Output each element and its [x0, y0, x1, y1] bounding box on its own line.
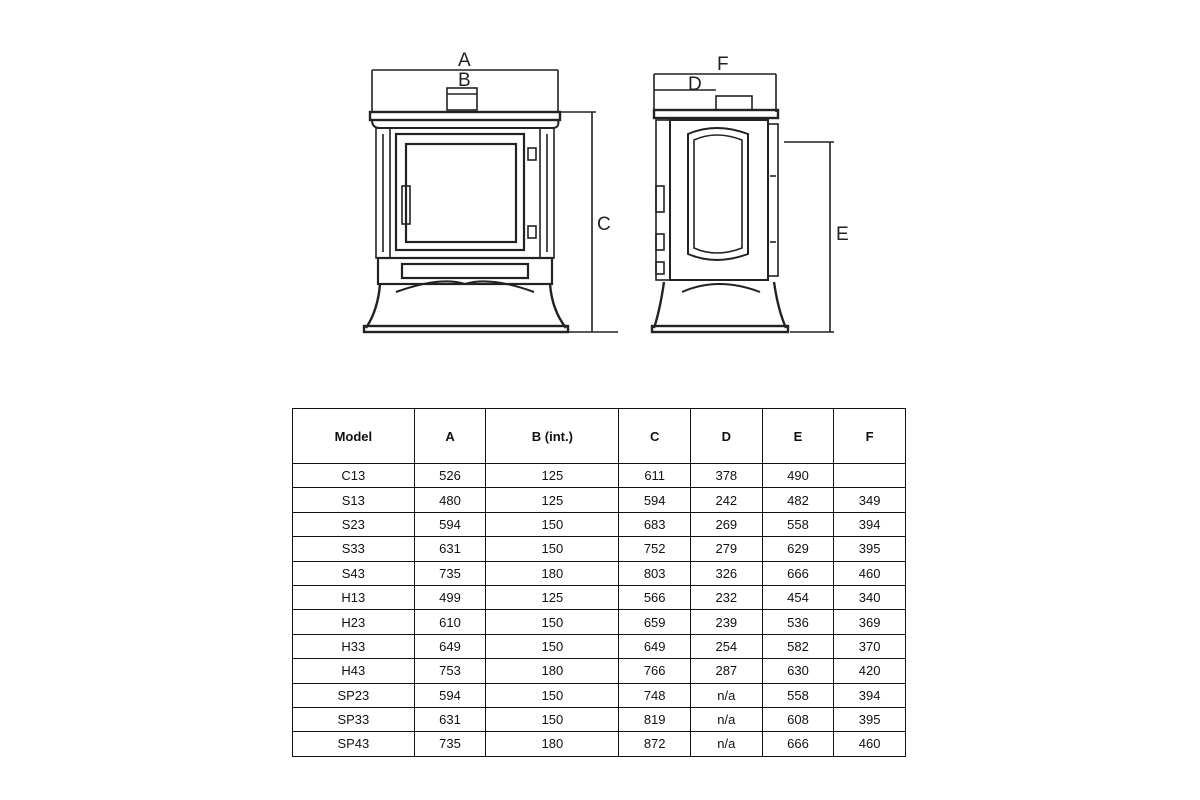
header-f: F	[834, 409, 906, 464]
table-row	[293, 464, 906, 488]
table-row	[293, 537, 906, 561]
cell-a: 610	[414, 610, 486, 634]
cell-model: H43	[293, 659, 415, 683]
stove-dimension-drawing	[0, 0, 1200, 380]
cell-d: n/a	[691, 732, 763, 756]
cell-b: 150	[486, 683, 619, 707]
table-row	[293, 610, 906, 634]
cell-d: n/a	[691, 707, 763, 731]
header-model: Model	[293, 409, 415, 464]
cell-model: C13	[293, 464, 415, 488]
cell-e: 582	[762, 634, 834, 658]
cell-b: 125	[486, 585, 619, 609]
cell-c: 649	[619, 634, 691, 658]
cell-a: 631	[414, 537, 486, 561]
table-header-row	[293, 409, 906, 464]
cell-f: 460	[834, 561, 906, 585]
cell-a: 526	[414, 464, 486, 488]
dimensions-table	[292, 408, 906, 757]
cell-f: 394	[834, 512, 906, 536]
cell-f: 394	[834, 683, 906, 707]
cell-model: S43	[293, 561, 415, 585]
table-body	[293, 464, 906, 757]
cell-model: S23	[293, 512, 415, 536]
cell-c: 683	[619, 512, 691, 536]
cell-a: 735	[414, 732, 486, 756]
dimension-e-label: E	[836, 224, 849, 245]
cell-e: 454	[762, 585, 834, 609]
cell-model: H23	[293, 610, 415, 634]
cell-d: 326	[691, 561, 763, 585]
table-row	[293, 707, 906, 731]
cell-d: 279	[691, 537, 763, 561]
cell-b: 150	[486, 707, 619, 731]
cell-c: 594	[619, 488, 691, 512]
cell-f: 460	[834, 732, 906, 756]
dimension-f-label: F	[717, 54, 729, 75]
cell-a: 480	[414, 488, 486, 512]
cell-a: 499	[414, 585, 486, 609]
cell-a: 594	[414, 512, 486, 536]
table-row	[293, 659, 906, 683]
cell-d: 242	[691, 488, 763, 512]
cell-a: 735	[414, 561, 486, 585]
header-a: A	[414, 409, 486, 464]
cell-e: 558	[762, 683, 834, 707]
dimension-b-label: B	[458, 70, 471, 91]
cell-d: 269	[691, 512, 763, 536]
table-row	[293, 683, 906, 707]
cell-c: 803	[619, 561, 691, 585]
cell-e: 608	[762, 707, 834, 731]
cell-d: 239	[691, 610, 763, 634]
cell-a: 649	[414, 634, 486, 658]
cell-e: 629	[762, 537, 834, 561]
table-row	[293, 512, 906, 536]
cell-d: 287	[691, 659, 763, 683]
cell-c: 659	[619, 610, 691, 634]
cell-b: 150	[486, 537, 619, 561]
cell-e: 630	[762, 659, 834, 683]
cell-f: 369	[834, 610, 906, 634]
cell-model: S33	[293, 537, 415, 561]
cell-f: 395	[834, 537, 906, 561]
cell-b: 180	[486, 732, 619, 756]
cell-d: 232	[691, 585, 763, 609]
cell-b: 125	[486, 464, 619, 488]
cell-f: 349	[834, 488, 906, 512]
table-row	[293, 732, 906, 756]
cell-f: 395	[834, 707, 906, 731]
cell-d: 254	[691, 634, 763, 658]
cell-f: 370	[834, 634, 906, 658]
cell-c: 819	[619, 707, 691, 731]
cell-model: SP33	[293, 707, 415, 731]
cell-b: 180	[486, 659, 619, 683]
cell-b: 125	[486, 488, 619, 512]
cell-d: n/a	[691, 683, 763, 707]
table-row	[293, 585, 906, 609]
cell-f	[834, 464, 906, 488]
cell-model: H13	[293, 585, 415, 609]
table-row	[293, 488, 906, 512]
cell-b: 150	[486, 634, 619, 658]
cell-f: 420	[834, 659, 906, 683]
cell-e: 666	[762, 732, 834, 756]
header-b: B (int.)	[486, 409, 619, 464]
side-view	[652, 74, 834, 332]
table-row	[293, 634, 906, 658]
cell-model: H33	[293, 634, 415, 658]
cell-c: 748	[619, 683, 691, 707]
dimension-a-label: A	[458, 50, 471, 71]
dimension-c-label: C	[597, 214, 611, 235]
cell-c: 611	[619, 464, 691, 488]
cell-a: 631	[414, 707, 486, 731]
cell-a: 753	[414, 659, 486, 683]
cell-e: 666	[762, 561, 834, 585]
cell-c: 566	[619, 585, 691, 609]
cell-model: SP23	[293, 683, 415, 707]
cell-c: 766	[619, 659, 691, 683]
header-d: D	[691, 409, 763, 464]
cell-c: 872	[619, 732, 691, 756]
dimension-d-label: D	[688, 74, 702, 95]
cell-e: 482	[762, 488, 834, 512]
cell-e: 536	[762, 610, 834, 634]
cell-c: 752	[619, 537, 691, 561]
cell-model: SP43	[293, 732, 415, 756]
cell-model: S13	[293, 488, 415, 512]
cell-d: 378	[691, 464, 763, 488]
table-row	[293, 561, 906, 585]
cell-b: 180	[486, 561, 619, 585]
cell-f: 340	[834, 585, 906, 609]
front-view	[364, 70, 618, 332]
header-e: E	[762, 409, 834, 464]
cell-a: 594	[414, 683, 486, 707]
cell-e: 490	[762, 464, 834, 488]
cell-e: 558	[762, 512, 834, 536]
cell-b: 150	[486, 512, 619, 536]
cell-b: 150	[486, 610, 619, 634]
header-c: C	[619, 409, 691, 464]
